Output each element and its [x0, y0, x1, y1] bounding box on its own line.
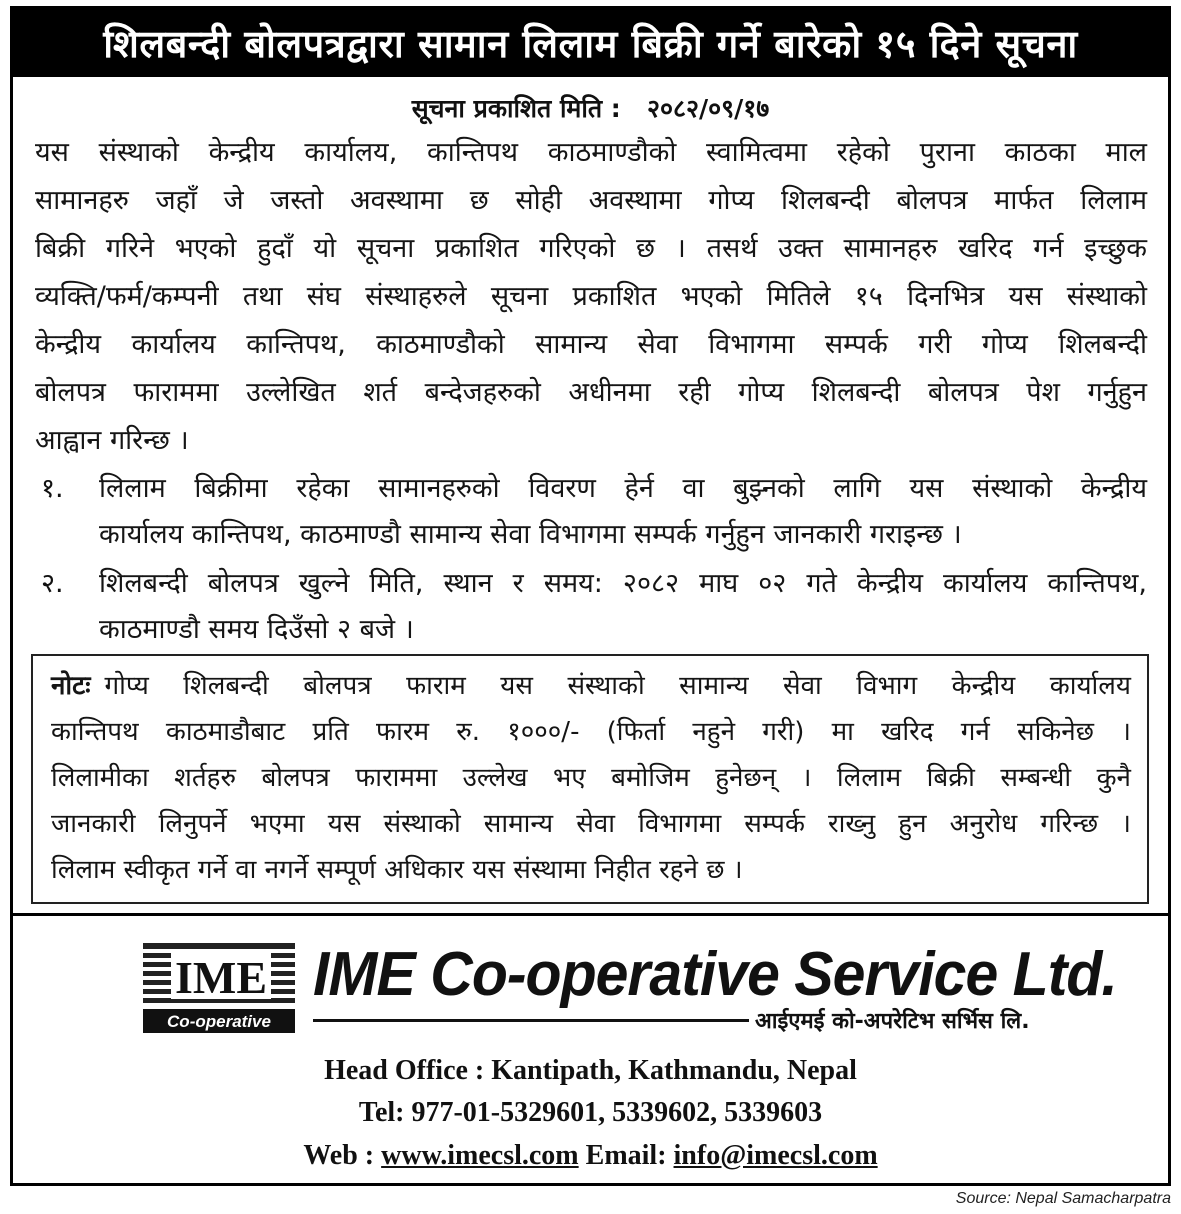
published-date-line	[13, 91, 1168, 125]
email-link[interactable]: info@imecsl.com	[673, 1140, 878, 1171]
company-name: IME Co-operative Service Ltd.	[313, 940, 1117, 1009]
telephone: Tel: 977-01-5329601, 5339602, 5339603	[358, 1097, 823, 1128]
published-date: २०८२/०९/१७	[646, 94, 770, 123]
item-line: काठमाण्डौ समय दिउँसो २ बजे ।	[99, 614, 414, 645]
body-line: यस संस्थाको केन्द्रीय कार्यालय, कान्तिपथ काठमाण्डौको स्वामित्वमा रहेको पुराना काठका माल	[35, 137, 1147, 168]
body-line: बिक्री गरिने भएको हुदाँ यो सूचना प्रकाशित गरिएको छ । तसर्थ उक्त सामानहरु खरिद गर्न इच्छुक	[35, 233, 1147, 264]
notice-title: शिलबन्दी बोलपत्रद्वारा सामान लिलाम बिक्री गर्ने बारेको १५ दिने सूचना	[103, 22, 1078, 66]
email-label: Email:	[585, 1140, 667, 1171]
item-line: कार्यालय कान्तिपथ, काठमाण्डौ सामान्य सेवा विभागमा सम्पर्क गर्नुहुन जानकारी गराइन्छ ।	[99, 519, 962, 550]
published-date-label: सूचना प्रकाशित मिति :	[411, 94, 621, 123]
note-line: गोप्य शिलबन्दी बोलपत्र फाराम यस संस्थाको सामान्य सेवा विभाग केन्द्रीय कार्यालय	[104, 671, 1131, 701]
web-label: Web :	[303, 1140, 375, 1171]
note-first-line	[51, 670, 1131, 702]
item-number: १.	[41, 473, 64, 504]
head-office: Head Office : Kantipath, Kathmandu, Nepal	[324, 1055, 857, 1086]
note-line: लिलामीका शर्तहरु बोलपत्र फाराममा उल्लेख भए बमोजिम हुनेछन् । लिलाम बिक्री सम्बन्धी कुनै	[51, 763, 1131, 793]
body-line: व्यक्ति/फर्म/कम्पनी तथा संघ संस्थाहरुले सूचना प्रकाशित भएको मितिले १५ दिनभित्र यस संस्थाको	[35, 281, 1147, 312]
item-line: लिलाम बिक्रीमा रहेका सामानहरुको विवरण हेर्न वा बुझ्नको लागि यस संस्थाको केन्द्रीय	[99, 473, 1147, 504]
note-label: नोटः	[51, 671, 91, 701]
item-number: २.	[41, 568, 64, 599]
source-credit: Source: Nepal Samacharpatra	[955, 1190, 1171, 1207]
note-box	[31, 654, 1149, 904]
notice-frame	[10, 6, 1171, 1186]
logo-text: IME	[175, 952, 267, 1003]
web-link[interactable]: www.imecsl.com	[381, 1140, 579, 1171]
section-divider	[13, 913, 1168, 916]
note-line: कान्तिपथ काठमाडौबाट प्रति फारम रु. १०००/- (फिर्ता नहुने गरी) मा खरिद गर्न सकिनेछ ।	[51, 717, 1131, 747]
notice-title-banner	[13, 9, 1168, 77]
item-line: शिलबन्दी बोलपत्र खुल्ने मिति, स्थान र समय: २०८२ माघ ०२ गते केन्द्रीय कार्यालय कान्तिपथ,	[99, 568, 1147, 599]
web-email-line	[13, 1140, 1168, 1172]
logo-subtext: Co-operative	[167, 1012, 271, 1031]
body-line: केन्द्रीय कार्यालय कान्तिपथ, काठमाण्डौको सामान्य सेवा विभागमा सम्पर्क गरी गोप्य शिलबन्दी	[35, 329, 1147, 360]
note-line: लिलाम स्वीकृत गर्ने वा नगर्ने सम्पूर्ण अधिकार यस संस्थामा निहीत रहने छ ।	[51, 855, 743, 885]
ime-logo	[143, 939, 303, 1039]
body-line: बोलपत्र फाराममा उल्लेखित शर्त बन्देजहरुको अधीनमा रही गोप्य शिलबन्दी बोलपत्र पेश गर्नुहुन	[35, 377, 1147, 408]
body-line: सामानहरु जहाँ जे जस्तो अवस्थामा छ सोही अवस्थामा गोप्य शिलबन्दी बोलपत्र मार्फत लिलाम	[35, 185, 1147, 216]
note-line: जानकारी लिनुपर्ने भएमा यस संस्थाको सामान्य सेवा विभागमा सम्पर्क राख्नु हुन अनुरोध गरिन्छ ।	[51, 809, 1131, 839]
company-name-rule	[313, 1019, 749, 1022]
body-line: आह्वान गरिन्छ ।	[35, 425, 189, 456]
company-name-nepali: आईएमई को-अपरेटिभ सर्भिस लि.	[755, 1009, 1030, 1034]
